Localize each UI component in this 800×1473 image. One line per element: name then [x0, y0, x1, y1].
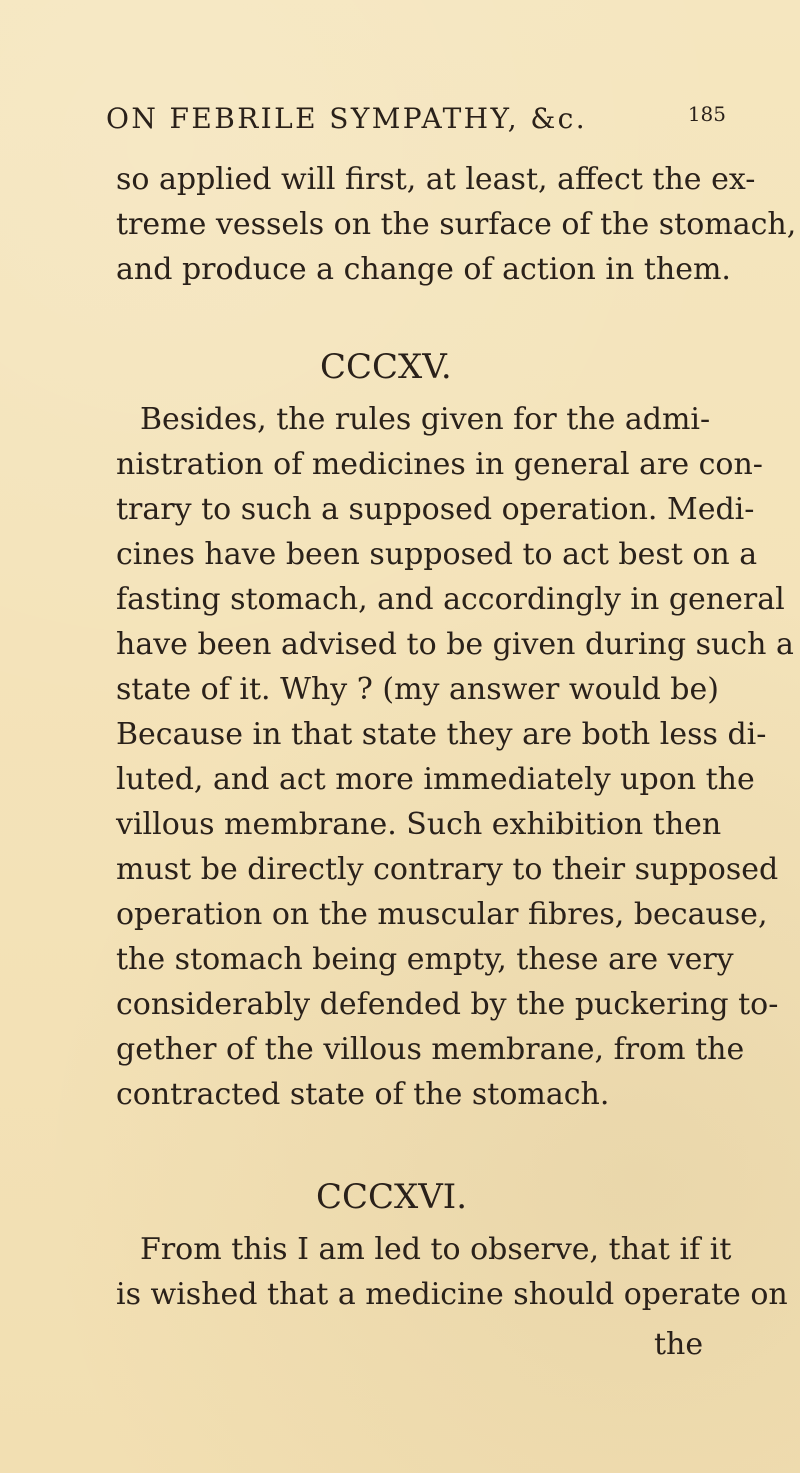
- text-line: the stomach being empty, these are very: [116, 942, 734, 977]
- running-head: ON FEBRILE SYMPATHY, &c.: [106, 102, 588, 135]
- text-line: gether of the villous membrane, from the: [116, 1032, 745, 1067]
- page-header: [106, 102, 726, 142]
- text-line: so applied will first, at least, affect the ex-: [116, 162, 756, 197]
- section-heading-cccxvi: CCCXVI.: [316, 1177, 468, 1217]
- text-line: treme vessels on the surface of the stomach,: [116, 207, 797, 242]
- section-heading-cccxv: CCCXV.: [320, 347, 452, 387]
- text-line: From this I am led to observe, that if it: [140, 1232, 732, 1267]
- text-line: state of it. Why ? (my answer would be): [116, 672, 719, 707]
- text-line: cines have been supposed to act best on a: [116, 537, 758, 572]
- text-line: and produce a change of action in them.: [116, 252, 731, 287]
- text-line: trary to such a supposed operation. Medi-: [116, 492, 755, 527]
- text-line: must be directly contrary to their supposed: [116, 852, 779, 887]
- text-line: villous membrane. Such exhibition then: [116, 807, 722, 842]
- text-line: operation on the muscular fibres, because,: [116, 897, 768, 932]
- catchword: the: [654, 1327, 704, 1362]
- text-line: have been advised to be given during such a: [116, 627, 794, 662]
- text-line: Besides, the rules given for the admi-: [140, 402, 711, 437]
- text-line: luted, and act more immediately upon the: [116, 762, 755, 797]
- text-line: fasting stomach, and accordingly in general: [116, 582, 785, 617]
- text-line: considerably defended by the puckering to-: [116, 987, 779, 1022]
- text-line: contracted state of the stomach.: [116, 1077, 610, 1112]
- page-number: 185: [687, 102, 726, 126]
- text-line: Because in that state they are both less di-: [116, 717, 767, 752]
- text-line: is wished that a medicine should operate on: [116, 1277, 788, 1312]
- text-line: nistration of medicines in general are con-: [116, 447, 763, 482]
